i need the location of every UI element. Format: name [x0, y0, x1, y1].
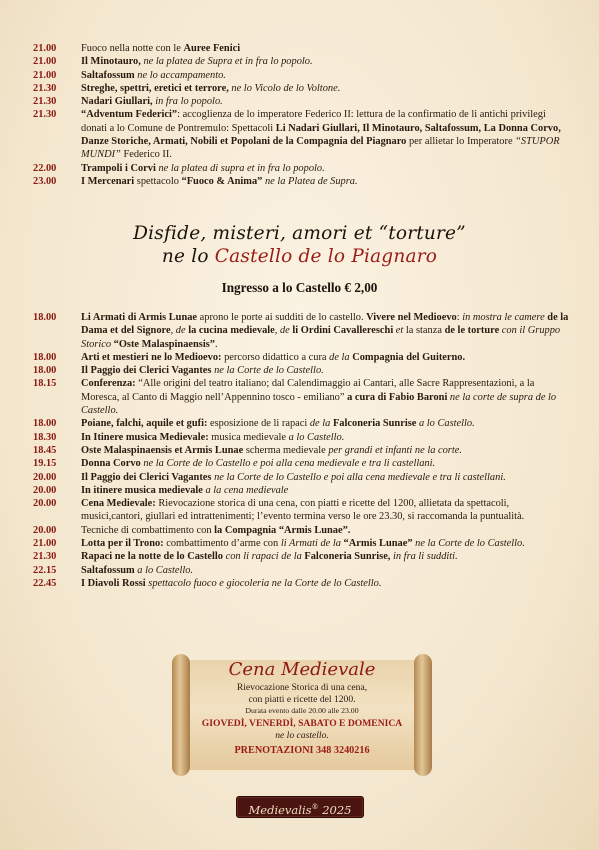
section-title-line1: Disfide, misteri, amori et “torture” — [133, 223, 466, 244]
schedule-row — [33, 564, 573, 577]
schedule-text: Li Nadari Giullari, Il Minotauro, Saltafossum, La Donna Corvo, Danze Storiche, Armati, Nobili et Popolani de la Compagnia del Piagnaro — [81, 122, 561, 148]
schedule-text: de la — [309, 418, 333, 430]
schedule-text: Rapaci ne la notte de lo Castello — [81, 551, 223, 563]
schedule-text: Oste Malaspinaensis et Armis Lunae — [81, 444, 244, 456]
schedule-text: Fuoco nella notte con le — [81, 43, 184, 54]
scroll-line1: Rievocazione Storica di una cena, — [236, 682, 368, 693]
schedule-text: ne la Corte de lo Castello e poi alla cena medievale e tra li castellani. — [211, 471, 506, 483]
schedule-description — [81, 537, 573, 550]
schedule-text: con il Gruppo Storico — [81, 325, 561, 350]
schedule-description — [81, 564, 573, 577]
schedule-time: 22.15 — [33, 564, 57, 576]
schedule-time: 21.30 — [33, 82, 57, 94]
schedule-time: 18.00 — [33, 312, 57, 323]
schedule-text: Falconeria Sunrise — [332, 418, 417, 430]
schedule-description — [81, 175, 573, 188]
schedule-text: “Fuoco & Anima” — [181, 175, 263, 187]
schedule-text: “STUPOR MUNDI” — [81, 136, 560, 161]
schedule-text: a la cena medievale — [202, 484, 289, 496]
schedule-row — [33, 471, 573, 484]
schedule-time: 21.30 — [33, 109, 57, 121]
schedule-text: la Compagnia “Armis Lunae”. — [214, 524, 351, 536]
schedule-text: de la — [329, 351, 353, 363]
schedule-time: 19.15 — [33, 458, 57, 470]
schedule-row — [33, 497, 573, 524]
schedule-text: et — [393, 325, 406, 337]
schedule-row — [33, 524, 573, 537]
brand-registered-mark: ® — [311, 803, 319, 811]
schedule-row — [33, 537, 573, 550]
schedule-time: 18.00 — [33, 418, 57, 430]
schedule-description — [81, 55, 573, 68]
schedule-text: ne lo accampamento. — [137, 69, 226, 81]
schedule-text: a lo Castello. — [288, 431, 345, 443]
schedule-text: In Itinere musica Medievale: — [81, 431, 209, 443]
scroll-title: Cena Medievale — [228, 659, 376, 680]
schedule-description — [81, 444, 573, 457]
medievalis-brand-badge — [236, 796, 364, 818]
schedule-text: spettacolo — [134, 175, 182, 187]
schedule-text: , — [274, 325, 280, 337]
schedule-text: de la Dama et del Signore — [81, 312, 569, 337]
schedule-text: scherma medievale — [243, 444, 329, 456]
schedule-text: “Armis Lunae” — [343, 538, 413, 550]
scroll-days: GIOVEDÌ, VENERDÌ, SABATO E DOMENICA — [201, 718, 403, 730]
schedule-row — [33, 311, 573, 351]
schedule-text: percorso didattico a cura — [221, 351, 330, 363]
schedule-text: li Armati de la — [280, 538, 344, 550]
schedule-text: Cena Medievale: — [81, 498, 156, 510]
schedule-description — [81, 95, 573, 108]
schedule-time: 22.45 — [33, 577, 57, 589]
schedule-time: 23.00 — [33, 175, 57, 187]
schedule-text: ne la platea de Supra et in fra lo popolo. — [143, 56, 313, 68]
schedule-text: la cucina medievale — [188, 325, 275, 337]
schedule-description — [81, 484, 573, 497]
schedule-text: la stanza — [405, 325, 445, 337]
schedule-text: li Ordini Cavallereschi — [292, 325, 394, 337]
schedule-text: ne la corte de supra de lo Castello. — [81, 391, 557, 417]
schedule-text: “Oste Malaspinaensis” — [113, 338, 215, 350]
scroll-reservations: PRENOTAZIONI 348 3240216 — [234, 745, 370, 757]
schedule-row — [33, 175, 573, 188]
schedule-description — [81, 431, 573, 444]
schedule-row — [33, 550, 573, 563]
schedule-description — [81, 550, 573, 563]
schedule-text: Federico II. — [120, 149, 172, 161]
schedule-text: combattimento d’arme con — [163, 538, 281, 550]
schedule-description — [81, 108, 573, 161]
schedule-text: Il Paggio dei Clerici Vagantes — [81, 471, 212, 483]
schedule-text: Trampoli i Corvi — [81, 162, 159, 174]
schedule-description — [81, 82, 573, 95]
schedule-time: 18.45 — [33, 444, 57, 456]
schedule-text: , — [170, 325, 176, 337]
section-title-prefix: ne lo — [161, 246, 215, 267]
schedule-text: Li Armati di Armis Lunae — [81, 312, 198, 323]
schedule-text: Falconeria Sunrise, — [304, 551, 391, 563]
schedule-text: Nadari Giullari, — [81, 96, 156, 108]
schedule-description — [81, 69, 573, 82]
schedule-description — [81, 497, 573, 524]
schedule-row — [33, 82, 573, 95]
schedule-text: de le torture — [444, 325, 500, 337]
section-title-line2 — [0, 245, 599, 268]
schedule-description — [81, 577, 573, 590]
schedule-text: con li rapaci de la — [223, 551, 305, 563]
schedule-text: Tecniche di combattimento con — [81, 524, 215, 536]
schedule-text: a lo Castello. — [416, 418, 475, 430]
schedule-text: Vivere nel Medioevo — [366, 312, 457, 323]
schedule-time: 21.30 — [33, 96, 57, 108]
schedule-text: de — [175, 325, 189, 337]
schedule-description — [81, 351, 573, 364]
schedule-time: 21.30 — [33, 551, 57, 563]
castle-section-title — [0, 222, 599, 268]
schedule-time: 18.15 — [33, 378, 57, 390]
scroll-location: ne lo castello. — [275, 730, 329, 742]
schedule-row — [33, 42, 573, 55]
schedule-time: 20.00 — [33, 484, 57, 496]
schedule-time: 20.00 — [33, 471, 57, 483]
scroll-content — [186, 658, 418, 758]
schedule-text: ne la Corte de lo Castello. — [211, 365, 324, 377]
schedule-text: aprono le porte ai sudditi de lo castello. — [197, 312, 367, 323]
schedule-text: : — [456, 312, 463, 323]
schedule-text: In itinere musica medievale — [81, 484, 203, 496]
schedule-text: in fra li sudditi. — [390, 551, 458, 563]
schedule-text: musica medievale — [208, 431, 289, 443]
schedule-text: in fra lo popolo. — [155, 96, 223, 108]
schedule-text: ne la platea di supra et in fra lo popolo. — [158, 162, 325, 174]
schedule-text: Compagnia del Guiterno. — [352, 351, 466, 363]
scroll-duration: Durata evento dalle 20.00 alle 23.00 — [245, 706, 359, 716]
schedule-text: Donna Corvo — [81, 458, 141, 470]
schedule-row — [33, 162, 573, 175]
schedule-row — [33, 484, 573, 497]
schedule-text: Streghe, spettri, eretici et terrore, — [81, 82, 232, 94]
schedule-row — [33, 444, 573, 457]
schedule-time: 20.00 — [33, 524, 57, 536]
schedule-description — [81, 377, 573, 417]
schedule-text: Il Paggio dei Clerici Vagantes — [81, 365, 212, 377]
schedule-text: per grandi et infanti ne la corte. — [328, 444, 462, 456]
schedule-time: 18.00 — [33, 351, 57, 363]
schedule-description — [81, 471, 573, 484]
schedule-text: ne la Corte de lo Castello. — [412, 538, 525, 550]
brand-name: Medievalis — [248, 802, 312, 817]
schedule-time: 18.00 — [33, 365, 57, 377]
brand-year: 2025 — [318, 802, 352, 817]
night-schedule — [33, 42, 573, 188]
schedule-text: I Mercenari — [81, 175, 135, 187]
schedule-time: 21.00 — [33, 538, 57, 550]
schedule-row — [33, 351, 573, 364]
schedule-text: in mostra le camere — [462, 312, 548, 323]
schedule-time: 21.00 — [33, 43, 57, 54]
schedule-text: a cura di Fabio Baroni — [347, 391, 448, 403]
schedule-text: Saltafossum — [81, 564, 135, 576]
schedule-text: Lotta per il Trono: — [81, 538, 164, 550]
schedule-text: . — [214, 338, 218, 350]
schedule-row — [33, 55, 573, 68]
dinner-scroll-banner — [172, 654, 432, 776]
schedule-description — [81, 524, 573, 537]
schedule-text: “Adventum Federici” — [81, 109, 178, 121]
schedule-description — [81, 42, 573, 55]
schedule-time: 18.30 — [33, 431, 57, 443]
schedule-time: 22.00 — [33, 162, 57, 174]
schedule-text: I Diavoli Rossi — [81, 577, 146, 589]
schedule-description — [81, 162, 573, 175]
schedule-description — [81, 311, 573, 351]
schedule-text: spettacolo fuoco e giocoleria ne la Corte de lo Castello. — [145, 577, 382, 589]
schedule-row — [33, 457, 573, 470]
schedule-description — [81, 417, 573, 430]
schedule-time: 21.00 — [33, 56, 57, 68]
schedule-text: de — [279, 325, 293, 337]
section-title-highlight: Castello de lo Piagnaro — [214, 246, 438, 267]
schedule-text: : accoglienza de lo imperatore Federico II: lettura de la confirmatio de li antichi privilegi donati a lo Comune de Pontremulo: Spettacoli — [81, 109, 546, 134]
schedule-time: 20.00 — [33, 498, 57, 510]
schedule-row — [33, 417, 573, 430]
schedule-text: Saltafossum — [81, 69, 138, 81]
schedule-text: ne lo Vicolo de lo Voltone. — [231, 82, 341, 94]
schedule-row — [33, 69, 573, 82]
schedule-description — [81, 364, 573, 377]
schedule-row — [33, 108, 573, 161]
schedule-text: a lo Castello. — [134, 564, 194, 576]
schedule-row — [33, 377, 573, 417]
schedule-text: ne la Platea de Supra. — [262, 175, 358, 187]
castle-entry-price: Ingresso a lo Castello € 2,00 — [221, 280, 378, 295]
schedule-row — [33, 577, 573, 590]
schedule-text: Rievocazione storica di una cena, con piatti e ricette del 1200, allietata da spettacoli, musici,cantori, giullari ed intrattenimenti; l’evento termina verso le ore 23.30, si raccomanda la puntualità. — [81, 498, 525, 523]
schedule-row — [33, 95, 573, 108]
schedule-row — [33, 364, 573, 377]
schedule-text: esposizione de li rapaci — [207, 418, 310, 430]
schedule-text: Conferenza: — [81, 378, 136, 390]
schedule-text: “Alle origini del teatro italiano; dal Calendimaggio ai Cantari, alle Sacre Rappresentazioni, a la Moresca, al Canto di Maggio nell’Appennino tosco - emiliano” — [81, 378, 535, 403]
schedule-text: Arti et mestieri ne lo Medioevo: — [81, 351, 222, 363]
schedule-text: per allietar lo Imperatore — [406, 136, 516, 148]
schedule-description — [81, 457, 573, 470]
schedule-time: 21.00 — [33, 69, 57, 81]
castle-schedule — [33, 311, 573, 590]
schedule-text: Poiane, falchi, aquile et gufi: — [81, 418, 208, 430]
schedule-text: Auree Fenici — [183, 43, 241, 54]
schedule-text: Il Minotauro, — [81, 56, 144, 68]
schedule-row — [33, 431, 573, 444]
schedule-text: ne la Corte de lo Castello e poi alla cena medievale e tra li castellani. — [140, 458, 436, 470]
scroll-line2: con piatti e ricette del 1200. — [248, 693, 356, 705]
